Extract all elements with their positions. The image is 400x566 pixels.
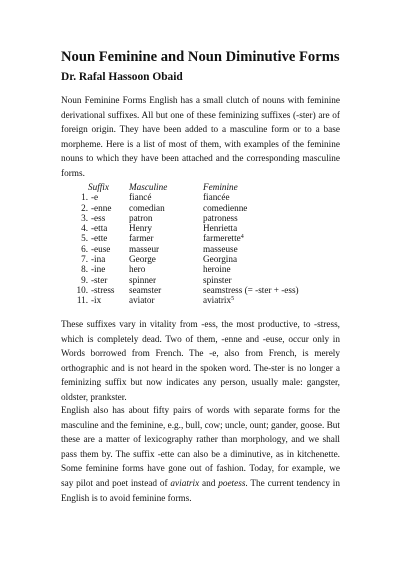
paragraph-line: These suffixes vary in vitality from -ess, the most productive, to -stress,	[61, 320, 340, 330]
suffix-cell-text: -ina	[91, 254, 106, 265]
feminine-cell	[203, 254, 237, 264]
suffix-cell-text: -ine	[91, 264, 106, 275]
italic-term: aviatrix	[170, 478, 200, 489]
row-number-text: 7.	[81, 254, 88, 265]
suffix-cell	[91, 244, 110, 254]
paragraph-line: feminizing suffix but now indicates any person, usually male: gangster,	[61, 378, 340, 389]
masculine-cell-text: patron	[129, 212, 153, 223]
row-number	[66, 244, 88, 254]
table-row	[66, 192, 346, 202]
author-name: Dr. Rafal Hassoon Obaid	[61, 71, 183, 83]
paragraph-line-italic-terms	[61, 477, 340, 492]
suffix-cell	[91, 254, 105, 264]
masculine-cell	[129, 254, 156, 264]
paragraph-line: Some feminine forms have gone out of fashion. Today, for example, we	[61, 464, 340, 475]
feminine-cell	[203, 213, 238, 223]
masculine-cell-text: fiancé	[129, 192, 152, 203]
masculine-cell	[129, 213, 152, 223]
intro-paragraph	[61, 94, 340, 182]
feminine-cell	[203, 264, 231, 274]
masculine-cell	[129, 192, 151, 202]
masculine-cell-text: seamster	[129, 284, 162, 295]
text-run: and	[199, 478, 219, 489]
table-row	[66, 295, 346, 305]
header-feminine: Feminine	[203, 182, 238, 192]
paragraph-line: forms.	[61, 168, 85, 179]
feminine-cell	[203, 223, 237, 233]
row-number	[66, 254, 88, 264]
suffix-cell-text: -ette	[91, 233, 108, 244]
paragraph-line: foreign origin. They have been added to a masculine form or to a base	[61, 125, 340, 136]
feminine-cell	[203, 233, 244, 243]
feminine-cell-text: seamstress (= -ster + -ess)	[203, 284, 299, 295]
suffix-cell	[91, 233, 107, 243]
suffix-cell-text: -enne	[91, 202, 112, 213]
row-number	[66, 264, 88, 274]
masculine-cell	[129, 275, 156, 285]
feminine-cell	[203, 203, 247, 213]
row-number-text: 3.	[81, 212, 88, 223]
masculine-cell	[129, 285, 161, 295]
suffix-cell	[91, 223, 107, 233]
paragraph-line: which is completely dead. Two of them, -enne and -euse, occur only in	[61, 334, 340, 345]
suffix-cell-text: -e	[91, 192, 99, 203]
row-number-text: 1.	[81, 192, 88, 203]
paragraph-line: Noun Feminine Forms English has a small clutch of nouns with feminine	[61, 96, 340, 106]
table-row	[66, 275, 346, 285]
masculine-cell	[129, 223, 152, 233]
row-number-text: 5.	[81, 233, 88, 244]
suffix-cell	[91, 203, 111, 213]
paragraph-line: oldster, prankster.	[61, 392, 127, 403]
paragraph-line: nouns to which they have been attached and the corresponding masculine	[61, 154, 340, 165]
feminine-cell	[203, 275, 232, 285]
row-number-text: 4.	[81, 223, 88, 234]
masculine-cell	[129, 203, 165, 213]
suffix-cell	[91, 213, 105, 223]
feminine-cell-text: masseuse	[203, 243, 238, 254]
footnote-marker: 4	[240, 234, 244, 241]
suffix-cell-text: -ix	[91, 295, 102, 306]
suffix-table	[66, 182, 346, 304]
row-number	[66, 203, 88, 213]
feminine-cell	[203, 295, 234, 305]
feminine-cell-text: aviatrix	[203, 295, 232, 306]
suffix-cell-text: -etta	[91, 223, 108, 234]
table-row	[66, 213, 346, 223]
row-number-text: 8.	[81, 264, 88, 275]
row-number	[66, 223, 88, 233]
suffix-cell	[91, 264, 105, 274]
feminine-cell-text: comedienne	[203, 202, 248, 213]
table-row	[66, 203, 346, 213]
feminine-cell-text: farmerette	[203, 233, 241, 244]
row-number-text: 10.	[76, 284, 88, 295]
row-number	[66, 192, 88, 202]
paragraph-line: English is to avoid feminine forms.	[61, 493, 192, 504]
paragraph-line: orthographic and is not heard in the spoken word. The-ster is no longer a	[61, 363, 340, 374]
masculine-cell	[129, 233, 153, 243]
masculine-cell-text: farmer	[129, 233, 154, 244]
text-run: . The current tendency in	[245, 478, 340, 489]
table-row	[66, 244, 346, 254]
masculine-cell-text: George	[129, 254, 156, 265]
masculine-cell-text: Henry	[129, 223, 152, 234]
suffix-cell-text: -ster	[91, 274, 108, 285]
row-number	[66, 295, 88, 305]
paragraph-line: morpheme. Here is a list of most of them, with examples of the feminine	[61, 139, 340, 150]
row-number-text: 6.	[81, 243, 88, 254]
footnote-marker: 5	[231, 296, 235, 303]
row-number	[66, 213, 88, 223]
masculine-cell-text: spinner	[129, 274, 157, 285]
feminine-cell	[203, 192, 230, 202]
paragraph-line: masculine and the feminine, e.g., bull, cow; uncle, ount; gander, goose. But	[61, 420, 340, 431]
paragraph-line: these are a matter of lexicography rather than morphology, and we shall	[61, 435, 340, 446]
table-row	[66, 254, 346, 264]
row-number	[66, 285, 88, 295]
suffix-cell	[91, 295, 101, 305]
paragraph-line: English also has about fifty pairs of words with separate forms for the	[61, 406, 340, 416]
row-number-text: 9.	[81, 274, 88, 285]
feminine-cell	[203, 285, 299, 295]
row-number	[66, 275, 88, 285]
table-body	[66, 192, 346, 305]
masculine-cell	[129, 295, 155, 305]
feminine-cell-text: Henrietta	[203, 223, 238, 234]
table-row	[66, 223, 346, 233]
feminine-cell-text: patroness	[203, 212, 238, 223]
suffix-cell-text: -ess	[91, 212, 106, 223]
masculine-cell-text: hero	[129, 264, 146, 275]
feminine-cell-text: fiancée	[203, 192, 230, 203]
suffix-cell	[91, 192, 98, 202]
feminine-cell-text: spinster	[203, 274, 232, 285]
table-row	[66, 233, 346, 243]
suffix-cell-text: -stress	[91, 284, 115, 295]
suffix-cell-text: -euse	[91, 243, 111, 254]
masculine-cell-text: comedian	[129, 202, 165, 213]
italic-term: poetess	[218, 478, 246, 489]
vitality-paragraph	[61, 318, 340, 406]
masculine-cell-text: masseur	[129, 243, 160, 254]
row-number	[66, 233, 88, 243]
text-run: say pilot and poet instead of	[61, 478, 171, 489]
feminine-cell-text: heroine	[203, 264, 231, 275]
suffix-cell	[91, 275, 107, 285]
table-row	[66, 264, 346, 274]
paragraph-line: pass them by. The suffix -ette can also be a diminutive, as in kitchenette.	[61, 449, 340, 460]
row-number-text: 11.	[76, 295, 88, 306]
document-title: Noun Feminine and Noun Diminutive Forms	[61, 49, 340, 65]
table-row	[66, 285, 346, 295]
feminine-cell-text: Georgina	[203, 254, 238, 265]
feminine-cell	[203, 244, 238, 254]
masculine-cell-text: aviator	[129, 295, 155, 306]
paragraph-line: derivational suffixes. All but one of these feminizing suffixes (-ster) are of	[61, 110, 340, 121]
header-suffix: Suffix	[88, 182, 109, 192]
suffix-cell	[91, 285, 114, 295]
masculine-cell	[129, 264, 145, 274]
header-masculine: Masculine	[129, 182, 168, 192]
row-number-text: 2.	[81, 202, 88, 213]
paragraph-line: Words borrowed from French. The -e, also from French, is merely	[61, 349, 340, 360]
pairs-paragraph	[61, 404, 340, 506]
masculine-cell	[129, 244, 159, 254]
table-header-row	[66, 182, 346, 192]
